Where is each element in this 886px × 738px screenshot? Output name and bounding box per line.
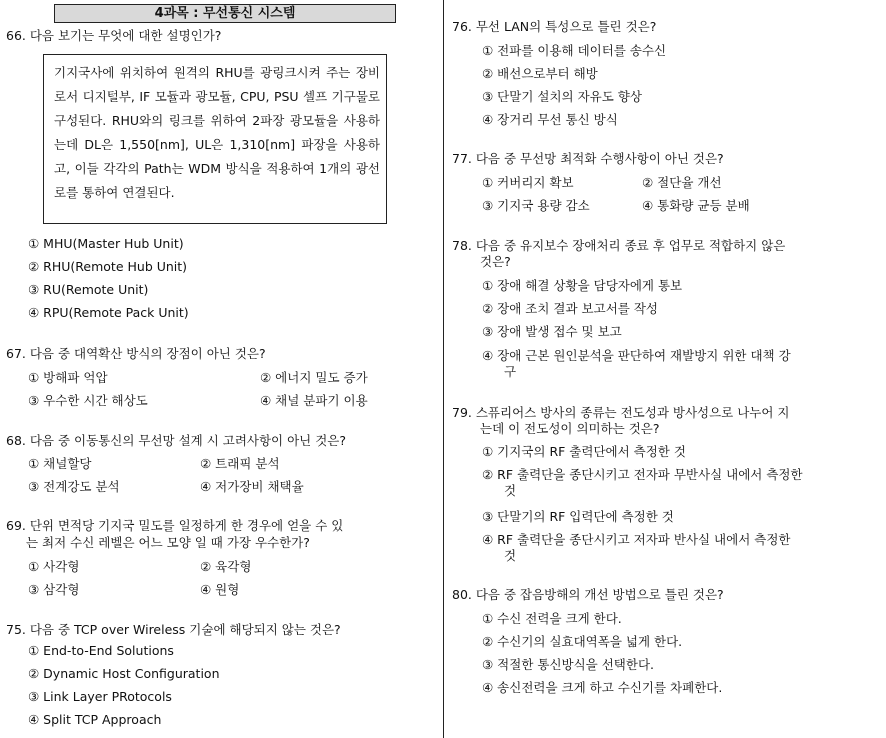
q79-stem-line2: 는데 이 전도성이 의미하는 것은? [480,421,660,436]
q77-option-3[interactable]: ③ 기지국 용량 감소 [482,198,590,213]
q69-stem-line1: 69. 단위 면적당 기지국 밀도를 일정하게 한 경우에 얻을 수 있 [6,518,344,533]
q79-option-2-cont: 것 [504,483,517,498]
q80-option-3[interactable]: ③ 적절한 통신방식을 선택한다. [482,657,655,672]
q75-stem: 75. 다음 중 TCP over Wireless 기술에 해당되지 않는 것은? [6,622,341,637]
q78-option-4[interactable]: ④ 장애 근본 원인분석을 판단하여 재발방지 위한 대책 강 [482,348,791,363]
q80-stem: 80. 다음 중 잡음방해의 개선 방법으로 틀린 것은? [452,587,724,602]
q75-option-2[interactable]: ② Dynamic Host Configuration [28,666,220,681]
q75-option-4[interactable]: ④ Split TCP Approach [28,712,162,727]
q78-option-3[interactable]: ③ 장애 발생 접수 및 보고 [482,324,622,339]
q67-option-3[interactable]: ③ 우수한 시간 해상도 [28,393,148,408]
q66-stem: 66. 다음 보기는 무엇에 대한 설명인가? [6,28,222,43]
q67-option-2[interactable]: ② 에너지 밀도 증가 [260,370,368,385]
section-title: 4과목 : 무선통신 시스템 [54,4,396,23]
q79-option-3[interactable]: ③ 단말기의 RF 입력단에 측정한 것 [482,509,674,524]
q66-box: 기지국사에 위치하여 원격의 RHU를 광링크시켜 주는 장비로서 디지털부, IF 모듈과 광모듈, CPU, PSU 셀프 기구물로 구성된다. RHU와의 링크를 위하여 2파장 광모듈을 사용하는데 DL은 1,550[nm], UL은 1,310[nm] 파장을 사용하고, 이들 각각의 Path는 WDM 방식을 적용하여 1개의 광선로를 통하여 연결된다. [43,54,387,224]
q79-option-4[interactable]: ④ RF 출력단을 종단시키고 저자파 반사실 내에서 측정한 [482,532,791,547]
q66-option-3[interactable]: ③ RU(Remote Unit) [28,282,149,297]
q76-option-3[interactable]: ③ 단말기 설치의 자유도 향상 [482,89,642,104]
q79-stem-text: 79. 스퓨리어스 방사의 종류는 전도성과 방사성으로 나누어 지 [452,405,790,420]
q78-option-4-cont: 구 [504,364,517,379]
q77-option-4[interactable]: ④ 통화량 균등 분배 [642,198,750,213]
q68-stem: 68. 다음 중 이동통신의 무선망 설계 시 고려사항이 아닌 것은? [6,433,347,448]
q79-option-2[interactable]: ② RF 출력단을 종단시키고 전자파 무반사실 내에서 측정한 [482,467,803,482]
q78-stem-line1: 78. 다음 중 유지보수 장애처리 종료 후 업무로 적합하지 않은 [452,238,786,253]
q76-option-1[interactable]: ① 전파를 이용해 데이터를 송수신 [482,43,667,58]
q67-stem: 67. 다음 중 대역확산 방식의 장점이 아닌 것은? [6,346,266,361]
q66-option-2[interactable]: ② RHU(Remote Hub Unit) [28,259,188,274]
q69-option-2[interactable]: ② 육각형 [200,559,252,574]
q69-option-4[interactable]: ④ 원형 [200,582,240,597]
q67-option-1[interactable]: ① 방해파 억압 [28,370,108,385]
q78-stem-line2: 것은? [480,254,511,269]
q68-option-1[interactable]: ① 채널할당 [28,456,92,471]
column-divider [443,0,444,738]
q69-option-1[interactable]: ① 사각형 [28,559,80,574]
q68-option-4[interactable]: ④ 저가장비 채택율 [200,479,304,494]
q68-option-2[interactable]: ② 트래픽 분석 [200,456,280,471]
q68-option-3[interactable]: ③ 전계강도 분석 [28,479,120,494]
q69-stem-line2: 는 최저 수신 레벨은 어느 모양 일 때 가장 우수한가? [26,535,310,550]
q80-option-4[interactable]: ④ 송신전력을 크게 하고 수신기를 차폐한다. [482,680,723,695]
q77-stem: 77. 다음 중 무선망 최적화 수행사항이 아닌 것은? [452,151,724,166]
q67-option-4[interactable]: ④ 채널 분파기 이용 [260,393,368,408]
q78-option-2[interactable]: ② 장애 조치 결과 보고서를 작성 [482,301,658,316]
q69-option-3[interactable]: ③ 삼각형 [28,582,80,597]
q77-option-1[interactable]: ① 커버리지 확보 [482,175,574,190]
q77-option-2[interactable]: ② 절단율 개선 [642,175,722,190]
q66-option-1[interactable]: ① MHU(Master Hub Unit) [28,236,184,251]
q78-option-1[interactable]: ① 장애 해결 상황을 담당자에게 통보 [482,278,683,293]
q80-option-2[interactable]: ② 수신기의 실효대역폭을 넓게 한다. [482,634,683,649]
q80-option-1[interactable]: ① 수신 전력을 크게 한다. [482,611,622,626]
q76-option-4[interactable]: ④ 장거리 무선 통신 방식 [482,112,618,127]
q79-option-4-cont: 것 [504,548,517,563]
q76-stem: 76. 무선 LAN의 특성으로 틀린 것은? [452,19,657,34]
q79-option-1[interactable]: ① 기지국의 RF 출력단에서 측정한 것 [482,444,686,459]
q76-option-2[interactable]: ② 배선으로부터 해방 [482,66,598,81]
q75-option-1[interactable]: ① End-to-End Solutions [28,643,174,658]
q75-option-3[interactable]: ③ Link Layer PRotocols [28,689,172,704]
q66-option-4[interactable]: ④ RPU(Remote Pack Unit) [28,305,189,320]
